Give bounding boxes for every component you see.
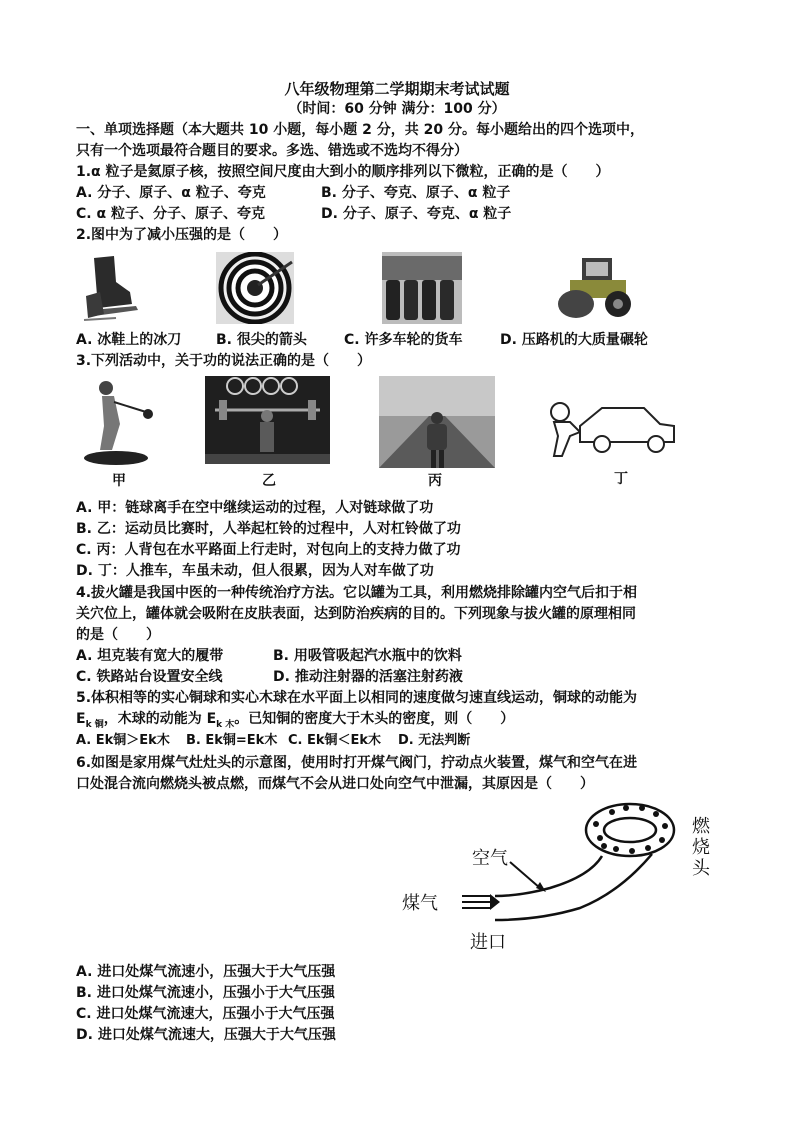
q1-stem: 1.α 粒子是氦原子核，按照空间尺度由大到小的顺序排列以下微粒，正确的是（ ） (76, 164, 610, 180)
q5-stem-line2: $E_{k 铜}$，木球的动能为 $E_{k 木}$。已知铜的密度大于木头的密度，则（ ） (76, 711, 515, 730)
q1-option-c: C. α 粒子、分子、原子、夸克 (76, 206, 265, 222)
q5-stem-line1: 5.体积相等的实心铜球和实心木球在水平面上以相同的速度做匀速直线运动，铜球的动能为 (76, 690, 638, 706)
q3-option-b: B. 乙：运动员比赛时，人举起杠铃的过程中，人对杠铃做了功 (76, 521, 461, 537)
caption-ding: 丁 (614, 471, 628, 487)
q4-option-d: D. 推动注射器的活塞注射药液 (273, 669, 463, 685)
gas-burner-diagram (390, 796, 720, 954)
q4-option-b: B. 用吸管吸起汽水瓶中的饮料 (273, 648, 462, 664)
q2-option-d: D. 压路机的大质量碾轮 (500, 332, 648, 348)
caption-jia: 甲 (112, 473, 126, 489)
q3-option-c: C. 丙：人背包在水平路面上行走时，对包向上的支持力做了功 (76, 542, 461, 558)
q1-option-a: A. 分子、原子、α 粒子、夸克 (76, 185, 266, 201)
road-roller-image (556, 254, 634, 320)
q6-stem-line2: 口处混合流向燃烧头被点燃，而煤气不会从进口处向空气中泄漏，其原因是（ ） (76, 776, 594, 792)
ice-skate-image (76, 252, 146, 324)
caption-yi: 乙 (262, 473, 276, 489)
q2-option-c: C. 许多车轮的货车 (344, 332, 463, 348)
q5-option-a: A. Ek铜＞Ek木 (76, 733, 170, 748)
q2-option-a: A. 冰鞋上的冰刀 (76, 332, 182, 348)
exam-title: 八年级物理第二学期期末考试试题 (284, 80, 510, 98)
q6-option-d: D. 进口处煤气流速大，压强大于大气压强 (76, 1027, 336, 1043)
truck-wheels-image (382, 252, 462, 324)
label-inlet: 进口 (470, 932, 506, 953)
label-gas: 煤气 (402, 893, 438, 914)
hiker-road-image (379, 376, 495, 468)
q6-option-a: A. 进口处煤气流速小，压强大于大气压强 (76, 964, 336, 980)
q4-stem-line1: 4.拔火罐是我国中医的一种传统治疗方法。它以罐为工具，利用燃烧排除罐内空气后扣于相 (76, 585, 638, 601)
q3-option-a: A. 甲：链球离手在空中继续运动的过程，人对链球做了功 (76, 500, 434, 516)
q2-option-b: B. 很尖的箭头 (216, 332, 307, 348)
q1-option-b: B. 分子、夸克、原子、α 粒子 (321, 185, 511, 201)
label-air: 空气 (472, 848, 508, 869)
q3-stem: 3.下列活动中，关于功的说法正确的是（ ） (76, 353, 372, 369)
q1-option-d: D. 分子、原子、夸克、α 粒子 (321, 206, 512, 222)
section-heading-line1: 一、单项选择题（本大题共 10 小题，每小题 2 分，共 20 分。每小题给出的四个选项中， (76, 122, 644, 138)
q4-option-c: C. 铁路站台设置安全线 (76, 669, 223, 685)
label-burner: 燃烧头 (692, 816, 710, 879)
push-car-image (540, 392, 676, 458)
q5-option-b: B. Ek铜=Ek木 (186, 733, 278, 748)
q6-option-c: C. 进口处煤气流速大，压强小于大气压强 (76, 1006, 335, 1022)
q5-option-d: D. 无法判断 (398, 733, 471, 748)
arrow-target-image (216, 252, 294, 324)
q6-stem-line1: 6.如图是家用煤气灶灶头的示意图，使用时打开煤气阀门，拧动点火装置，煤气和空气在进 (76, 755, 638, 771)
caption-bing: 丙 (428, 473, 442, 489)
q2-stem: 2.图中为了减小压强的是（ ） (76, 227, 288, 243)
exam-subtitle: （时间：60 分钟 满分：100 分） (288, 101, 506, 117)
section-heading-line2: 只有一个选项最符合题目的要求。多选、错选或不选均不得分） (76, 143, 468, 159)
q4-stem-line2: 关穴位上，罐体就会吸附在皮肤表面，达到防治疾病的目的。下列现象与拔火罐的原理相同 (76, 606, 636, 622)
q4-option-a: A. 坦克装有宽大的履带 (76, 648, 224, 664)
q6-option-b: B. 进口处煤气流速小，压强小于大气压强 (76, 985, 335, 1001)
q4-stem-line3: 的是（ ） (76, 627, 160, 643)
weightlifting-image (205, 376, 330, 464)
hammer-throw-image (76, 376, 162, 468)
q3-option-d: D. 丁：人推车，车虽未动，但人很累，因为人对车做了功 (76, 563, 434, 579)
q5-option-c: C. Ek铜＜Ek木 (288, 733, 382, 748)
